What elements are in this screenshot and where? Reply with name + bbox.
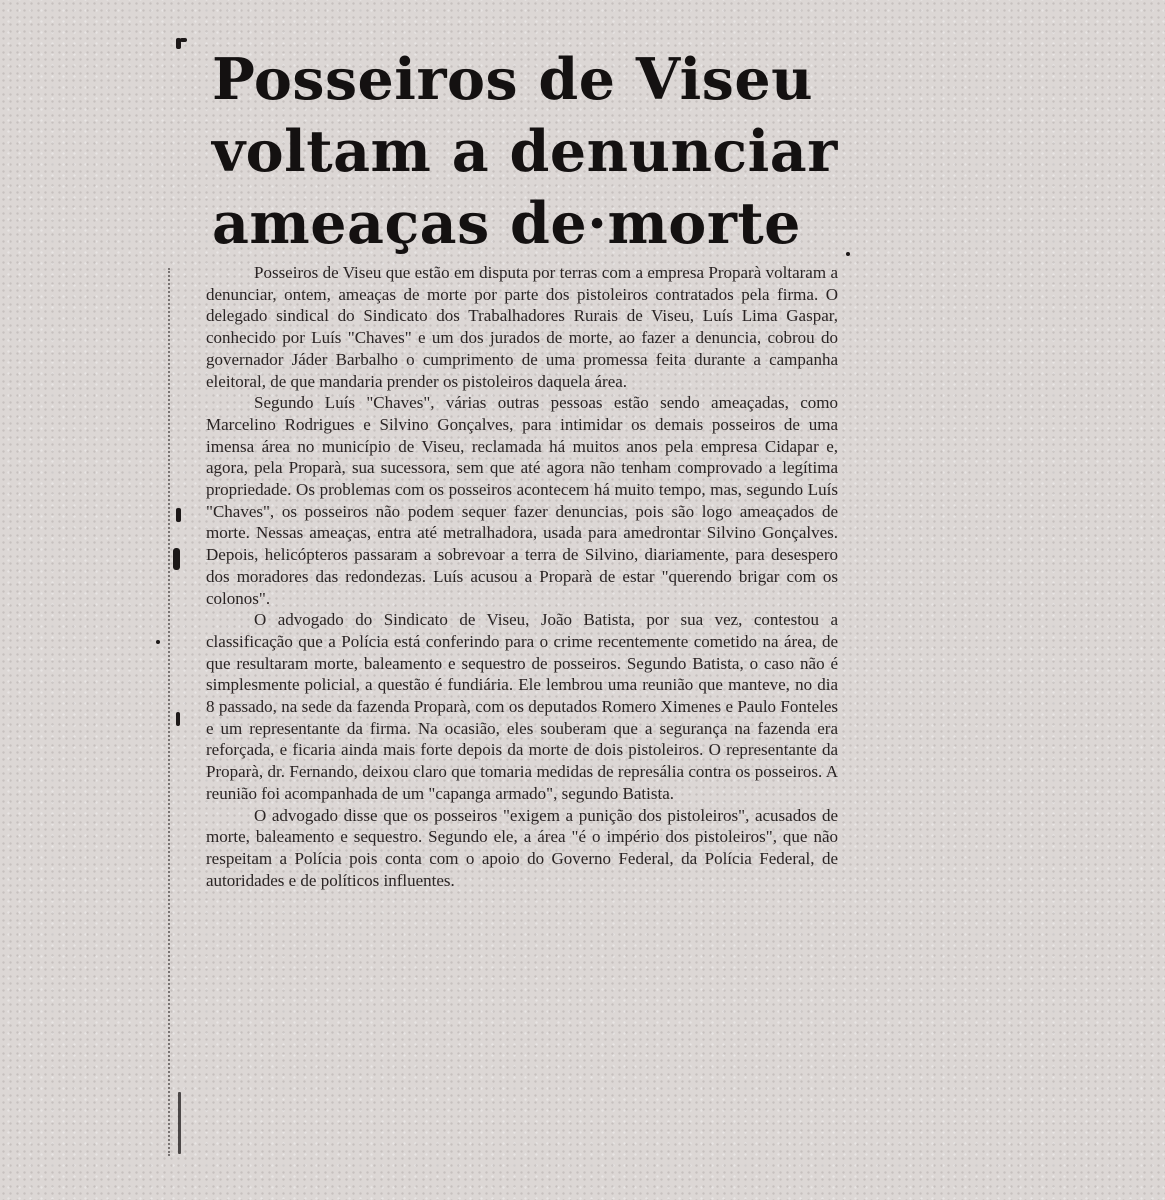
margin-mark bbox=[178, 1092, 181, 1154]
column-rule bbox=[168, 268, 170, 1156]
article-body bbox=[206, 262, 838, 891]
article-paragraph: O advogado do Sindicato de Viseu, João Batista, por sua vez, contestou a classificação que a Polícia está conferindo para o crime recentemente cometido na área, de que resultaram morte, baleamento e sequestro de posseiros. Segundo Batista, o caso não é simplesmente policial, a questão é fundiária. Ele lembrou uma reunião que manteve, no dia 8 passado, na sede da fazenda Proparà, com os deputados Romero Ximenes e Paulo Fonteles e um representante da firma. Na ocasião, eles souberam que a segurança na fazenda era reforçada, e ficaria ainda mais forte depois da morte de dois pistoleiros. O representante da Proparà, dr. Fernando, deixou claro que tomaria medidas de represália contra os posseiros. A reunião foi acompanhada de um "capanga armado", segundo Batista. bbox=[206, 610, 838, 803]
article-paragraph: Segundo Luís "Chaves", várias outras pessoas estão sendo ameaçadas, como Marcelino Rodrigues e Silvino Gonçalves, para intimidar os demais posseiros de uma imensa área no município de Viseu, reclamada há muitos anos pela empresa Cidapar e, agora, pela Proparà, sua sucessora, sem que até agora não tenham comprovado a legítima propriedade. Os problemas com os posseiros acontecem há muito tempo, mas, segundo Luís "Chaves", os posseiros não podem sequer fazer denuncias, pois são logo ameaçados de morte. Nessas ameaças, entra até metralhadora, usada para amedrontar Silvino Gonçalves. Depois, helicópteros passaram a sobrevoar a terra de Silvino, diariamente, para desespero dos moradores das redondezas. Luís acusou a Proparà de estar "querendo brigar com os colonos". bbox=[206, 393, 838, 608]
headline-line: Posseiros de Viseu bbox=[212, 46, 814, 113]
margin-mark bbox=[173, 548, 180, 570]
headline-line: voltam a denunciar bbox=[212, 118, 838, 185]
ink-speck bbox=[156, 640, 160, 644]
headline-line: ameaças de·morte bbox=[212, 190, 801, 257]
margin-mark bbox=[176, 712, 180, 726]
article-paragraph: Posseiros de Viseu que estão em disputa por terras com a empresa Proparà voltaram a denunciar, ontem, ameaças de morte por parte dos pistoleiros contratados pela firma. O delegado sindical do Sindicato dos Trabalhadores Rurais de Viseu, Luís Lima Gaspar, conhecido por Luís "Chaves" e um dos jurados de morte, ao fazer a denuncia, cobrou do governador Jáder Barbalho o cumprimento de uma promessa feita durante a campanha eleitoral, de que mandaria prender os pistoleiros daquela área. bbox=[206, 263, 838, 391]
margin-mark bbox=[176, 508, 181, 522]
headline bbox=[212, 44, 852, 260]
corner-mark bbox=[180, 38, 187, 42]
article-paragraph: O advogado disse que os posseiros "exigem a punição dos pistoleiros", acusados de morte, baleamento e sequestro. Segundo ele, a área "é o império dos pistoleiros", que não respeitam a Polícia pois conta com o apoio do Governo Federal, da Polícia Federal, de autoridades e de políticos influentes. bbox=[206, 805, 838, 890]
